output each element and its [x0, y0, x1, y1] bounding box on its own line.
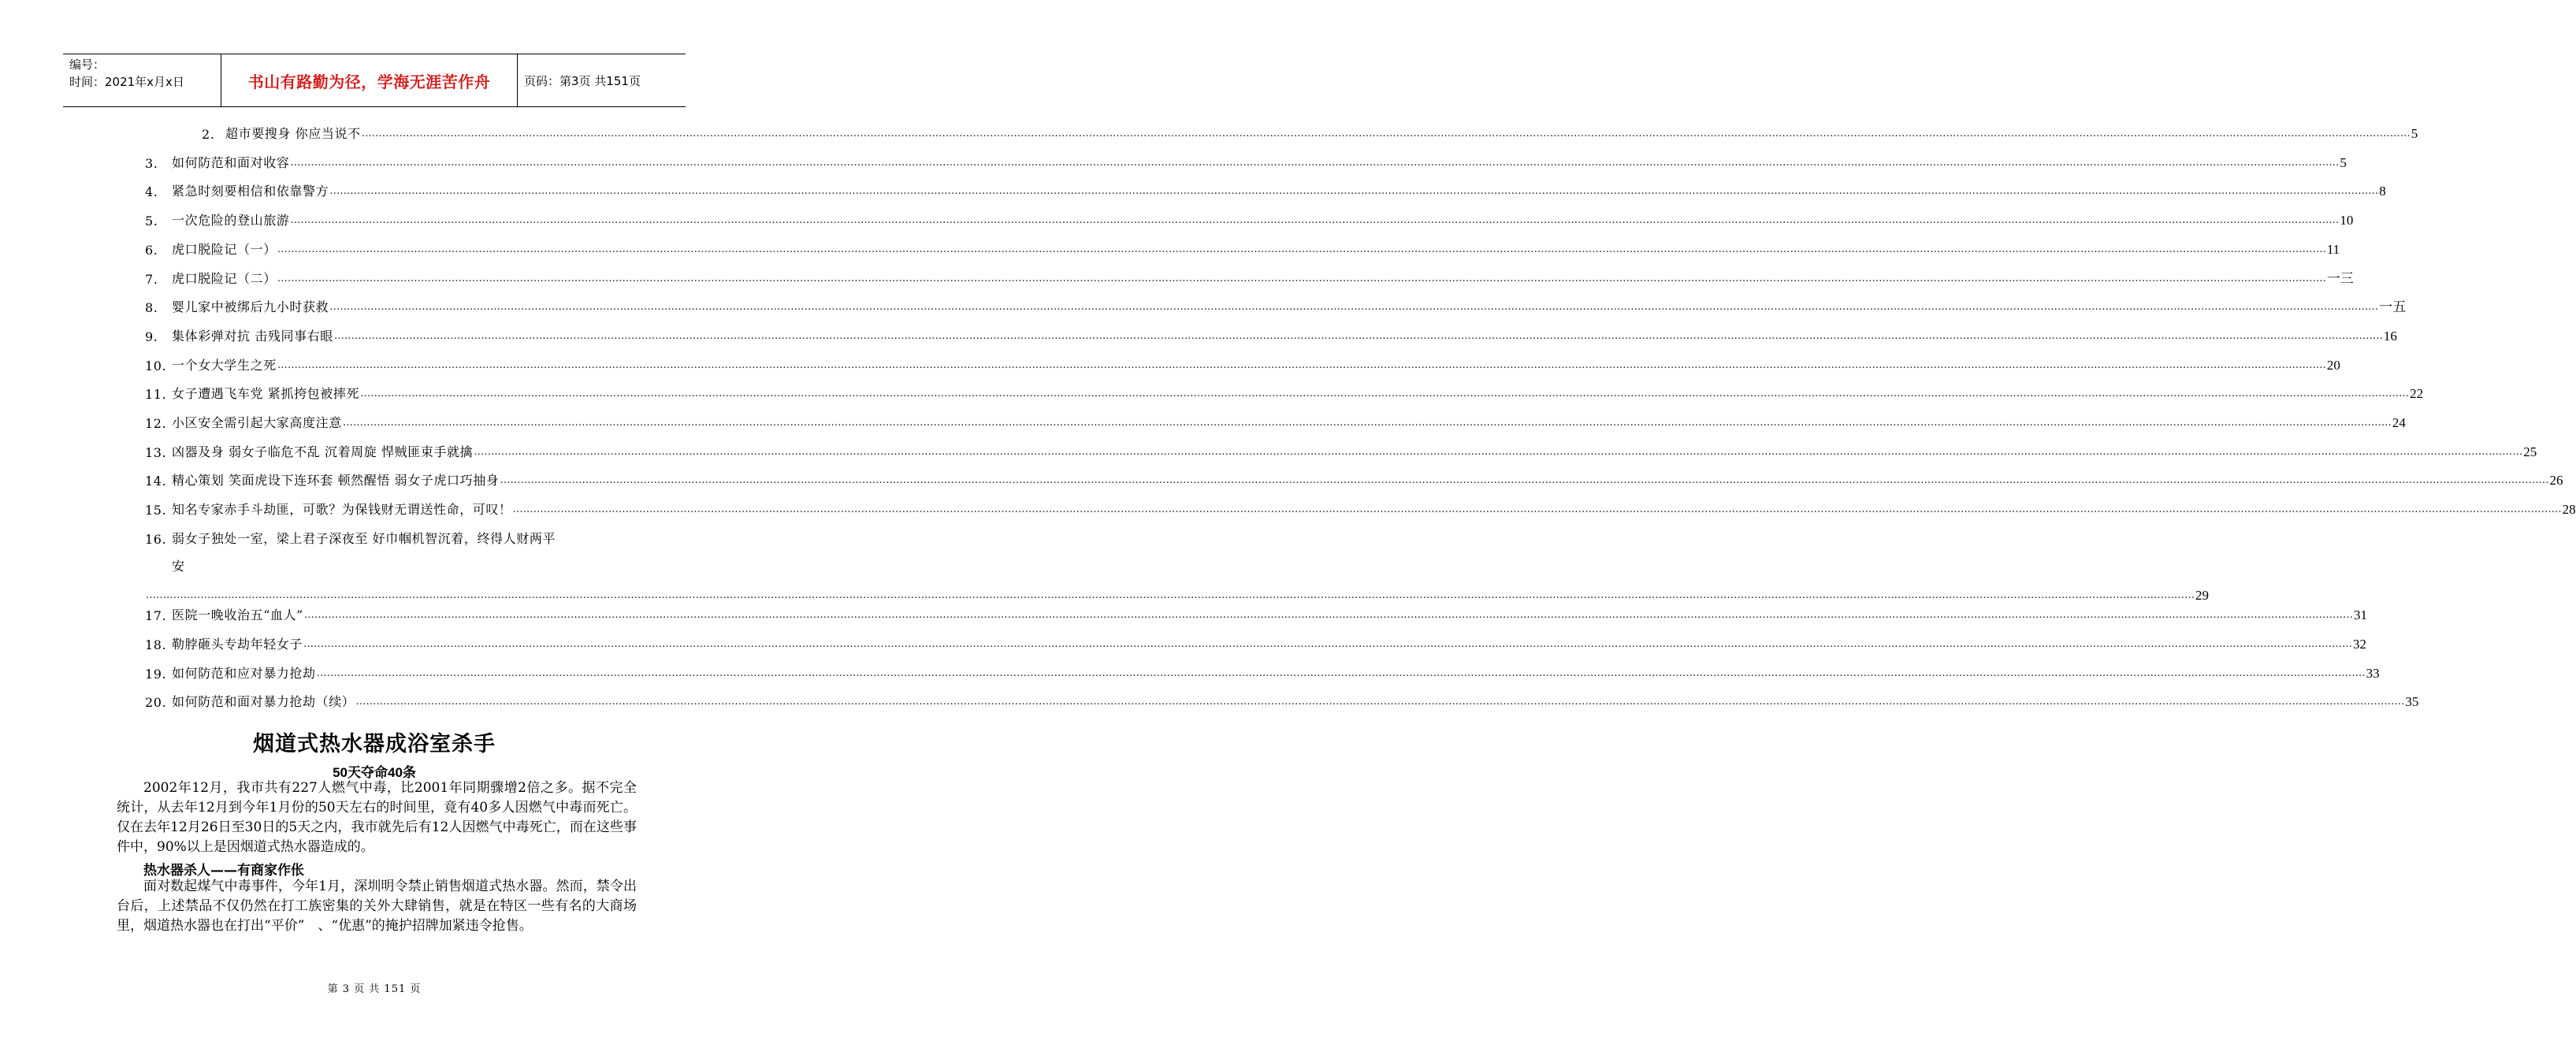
toc-entry-page: 24 [2392, 415, 2406, 430]
toc-dot-leader: …………………………………………………………………………………………………………………………………………………………………………………………………………………………………………………………………………………………………………………………………………………………………………………………………………………………………………………………………………………………………………………………………………………… [290, 157, 2340, 169]
article-title: 烟道式热水器成浴室杀手 [253, 732, 496, 756]
toc-entry[interactable] [145, 355, 2340, 373]
toc-entry-title: 虎口脱险记（一） [172, 242, 277, 257]
toc-dot-leader: …………………………………………………………………………………………………………………………………………………………………………………………………………………………………………………………………………………………………………………………………………………………………………………………………………………………………………………………………………………………………………………………………………………… [333, 330, 2383, 342]
toc-entry-number: 6. [145, 243, 158, 258]
toc-entry[interactable] [145, 691, 2419, 710]
toc-entry-number: 3. [145, 156, 158, 171]
toc-entry-number: 17. [145, 608, 167, 623]
toc-entry[interactable] [145, 441, 2537, 460]
toc-entry-page: 10 [2340, 213, 2354, 228]
toc-entry-title: 紧急时刻要相信和依靠警方 [172, 184, 329, 199]
toc-dot-leader: …………………………………………………………………………………………………………………………………………………………………………………………………………………………………………………………………………………………………………………………………………………………………………………………………………………………………………………………………………………………………………………………………………………… [329, 301, 2379, 313]
toc-entry-number: 19. [145, 667, 167, 682]
toc-dot-leader: …………………………………………………………………………………………………………………………………………………………………………………………………………………………………………………………………………………………………………………………………………………………………………………………………………………………………………………………………………………………………………………………………………………… [290, 214, 2340, 226]
toc-entry-page: 33 [2366, 666, 2380, 681]
toc-entry[interactable] [145, 499, 2576, 518]
toc-entry-title: 如何防范和面对收容 [172, 155, 290, 170]
toc-dot-leader: …………………………………………………………………………………………………………………………………………………………………………………………………………………………………………………………………………………………………………………………………………………………………………………………………………………………………………………………………………………………………………………………………………………… [277, 243, 2326, 255]
toc-entry-title: 精心策划 笑面虎设下连环套 顿然醒悟 弱女子虎口巧抽身 [172, 473, 500, 488]
toc-entry[interactable] [145, 634, 2367, 652]
date-label: 时间：2021年x月x日 [69, 75, 184, 89]
toc-entry[interactable] [145, 180, 2386, 199]
toc-dot-leader: …………………………………………………………………………………………………………………………………………………………………………………………………………………………………………………………………………………………………………………………………………………………………………………………………………………………………………………………………………………………………………………………………………………… [512, 503, 2562, 515]
toc-entry-number: 15. [145, 503, 167, 518]
toc-entry-number: 20. [145, 695, 167, 710]
toc-dot-leader: …………………………………………………………………………………………………………………………………………………………………………………………………………………………………………………………………………………………………………………………………………………………………………………………………………………………………………………………………………………………………………………………………………………… [500, 474, 2549, 486]
toc-dot-leader: …………………………………………………………………………………………………………………………………………………………………………………………………………………………………………………………………………………………………………………………………………………………………………………………………………………………………………………………………………………………………………………………………………………… [303, 638, 2353, 650]
toc-entry-page: 22 [2410, 386, 2424, 401]
toc-dot-leader: …………………………………………………………………………………………………………………………………………………………………………………………………………………………………………………………………………………………………………………………………………………………………………………………………………………………………………………………………………………………………………………………………………………… [361, 128, 2411, 139]
toc-entry-title: 凶器及身 弱女子临危不乱 沉着周旋 悍贼匪束手就擒 [172, 444, 474, 459]
toc-dot-leader: …………………………………………………………………………………………………………………………………………………………………………………………………………………………………………………………………………………………………………………………………………………………………………………………………………………………………………………………………………………………………………………………………………………… [360, 388, 2410, 399]
toc-entry-title: 勒脖砸头专劫年轻女子 [172, 637, 303, 652]
toc-entry-number: 4. [145, 184, 158, 199]
header-motto: 书山有路勤为径，学海无涯苦作舟 [221, 54, 518, 106]
article-subtitle: 50天夺命40条 [333, 765, 416, 780]
toc-entry-title: 婴儿家中被绑后九小时获救 [172, 299, 329, 314]
toc-entry-number: 5. [145, 214, 158, 229]
toc-entry-title: 超市要搜身 你应当说不 [225, 126, 361, 141]
toc-dot-leader: …………………………………………………………………………………………………………………………………………………………………………………………………………………………………………………………………………………………………………………………………………………………………………………………………………………………………………………………………………………………………………………………………………………… [303, 609, 2353, 621]
toc-entry[interactable] [145, 325, 2397, 344]
toc-entry[interactable] [145, 383, 2424, 402]
toc-entry-title: 弱女子独处一室，梁上君子深夜至 好巾帼机智沉着，终得人财两平 [172, 531, 556, 546]
page-footer: 第 3 页 共 151 页 [327, 983, 422, 995]
article-paragraph-2: 面对数起煤气中毒事件，今年1月，深圳明令禁止销售烟道式热水器。然而，禁令出台后，上述禁品不仅仍然在打工族密集的关外大肆销售，就是在特区一些有名的大商场里，烟道热水器也在打出“平价” 、“优惠”的掩护招牌加紧违令抢售。 [117, 879, 637, 934]
toc-entry-page: 8 [2379, 184, 2386, 199]
toc-entry-page: 16 [2383, 329, 2397, 344]
toc-entry-title: 如何防范和应对暴力抢劫 [172, 666, 316, 681]
toc-entry-title: 女子遭遇飞车党 紧抓挎包被摔死 [172, 386, 360, 401]
toc-entry-title: 一个女大学生之死 [172, 358, 277, 373]
toc-entry[interactable] [145, 210, 2354, 229]
toc-entry-title: 医院一晚收治五“血人” [172, 608, 303, 622]
toc-entry-page: 31 [2353, 608, 2367, 622]
toc-dot-leader: …………………………………………………………………………………………………………………………………………………………………………………………………………………………………………………………………………………………………………………………………………………………………………………………………………………………………………………………………………………………………………………………………………………… [329, 185, 2379, 197]
toc-entry-page: 25 [2523, 444, 2537, 459]
toc-entry-page: 28 [2562, 502, 2576, 517]
toc-entry-page: 5 [2411, 126, 2418, 141]
toc-entry-page: 35 [2405, 694, 2419, 709]
toc-entry[interactable] [145, 470, 2563, 489]
toc-entry-number: 9. [145, 329, 158, 344]
toc-entry-number: 11. [145, 387, 167, 402]
toc-dot-leader: …………………………………………………………………………………………………………………………………………………………………………………………………………………………………………………………………………………………………………………………………………………………………………………………………………………………………………………………………………………………………………………………………………………… [146, 589, 2195, 601]
toc-entry-page: 11 [2326, 242, 2340, 257]
toc-entry-title-continued: 安 [172, 559, 185, 574]
toc-entry[interactable] [145, 663, 2380, 682]
toc-dot-leader: …………………………………………………………………………………………………………………………………………………………………………………………………………………………………………………………………………………………………………………………………………………………………………………………………………………………………………………………………………………………………………………………………………………… [355, 696, 2405, 708]
toc-entry-page: 26 [2549, 473, 2563, 488]
toc-entry-number: 7. [145, 272, 158, 287]
toc-entry-number: 14. [145, 474, 167, 489]
toc-entry-page: 一五 [2379, 299, 2407, 314]
toc-dot-leader: …………………………………………………………………………………………………………………………………………………………………………………………………………………………………………………………………………………………………………………………………………………………………………………………………………………………………………………………………………………………………………………………………………………… [474, 446, 2523, 458]
toc-dot-leader: …………………………………………………………………………………………………………………………………………………………………………………………………………………………………………………………………………………………………………………………………………………………………………………………………………………………………………………………………………………………………………………………………………………… [316, 667, 2366, 679]
toc-entry-page: 一三 [2326, 271, 2354, 286]
toc-entry[interactable] [145, 296, 2407, 315]
toc-dot-leader: …………………………………………………………………………………………………………………………………………………………………………………………………………………………………………………………………………………………………………………………………………………………………………………………………………………………………………………………………………………………………………………………………………………… [277, 273, 2326, 284]
toc-entry-title: 知名专家赤手斗劫匪，可歌？为保钱财无谓送性命，可叹！ [172, 502, 512, 517]
toc-entry-leader [145, 585, 2209, 604]
toc-entry[interactable] [145, 412, 2406, 431]
toc-dot-leader: …………………………………………………………………………………………………………………………………………………………………………………………………………………………………………………………………………………………………………………………………………………………………………………………………………………………………………………………………………………………………………………………………………………… [342, 417, 2392, 429]
toc-entry-page: 29 [2195, 588, 2209, 603]
serial-label: 编号： [69, 58, 106, 72]
toc-entry-number: 10. [145, 359, 167, 373]
article-paragraph-1: 2002年12月，我市共有227人燃气中毒，比2001年同期骤增2倍之多。据不完全统计，从去年12月到今年1月份的50天左右的时间里，竟有40多人因燃气中毒而死亡。仅在去年12月26日至30日的5天之内，我市就先后有12人因燃气中毒死亡，而在这些事件中，90%以上是因烟道式热水器造成的。 [117, 780, 637, 855]
toc-entry-number: 18. [145, 637, 167, 652]
toc-entry[interactable] [145, 239, 2340, 258]
toc-entry-title: 小区安全需引起大家高度注意 [172, 415, 342, 430]
toc-dot-leader: …………………………………………………………………………………………………………………………………………………………………………………………………………………………………………………………………………………………………………………………………………………………………………………………………………………………………………………………………………………………………………………………………………………… [277, 359, 2326, 371]
toc-entry[interactable] [145, 528, 634, 547]
toc-entry[interactable] [202, 123, 2418, 142]
header-meta [63, 54, 221, 106]
toc-entry-title: 一次危险的登山旅游 [172, 213, 290, 228]
article-subheading: 热水器杀人——有商家作伥 [143, 863, 304, 879]
toc-entry-number: 12. [145, 416, 167, 431]
toc-entry[interactable] [145, 268, 2354, 287]
toc-entry-page: 20 [2326, 358, 2340, 373]
toc-entry-title: 集体彩弹对抗 击残同事右眼 [172, 329, 333, 344]
toc-entry-title: 虎口脱险记（二） [172, 271, 277, 286]
header-page-info: 页码：第3页 共151页 [524, 73, 641, 88]
toc-entry-number: 13. [145, 445, 167, 460]
toc-entry-title: 如何防范和面对暴力抢劫（续） [172, 694, 355, 709]
toc-entry[interactable] [145, 604, 2367, 623]
toc-entry-number: 8. [145, 300, 158, 315]
page-header [63, 54, 686, 107]
toc-entry-number: 16. [145, 532, 167, 547]
toc-entry-number: 2. [202, 127, 215, 142]
toc-entry[interactable] [145, 152, 2347, 171]
toc-entry-page: 32 [2353, 637, 2367, 652]
toc-entry-page: 5 [2340, 155, 2347, 170]
